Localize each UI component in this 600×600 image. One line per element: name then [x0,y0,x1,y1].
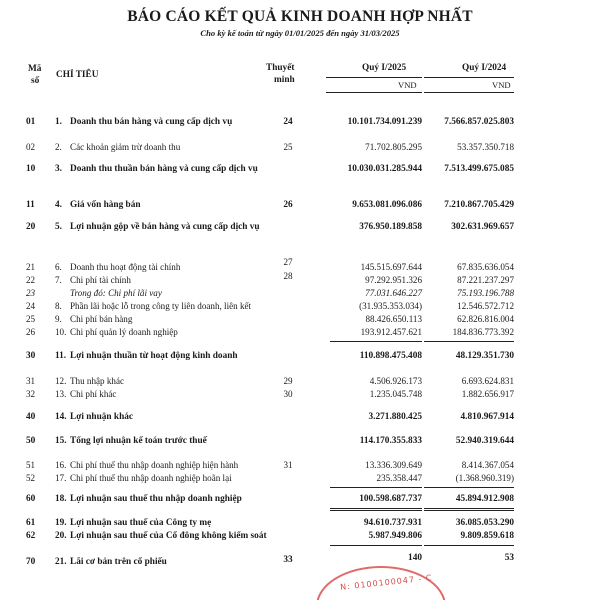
row-value-2025: 77.031.646.227 [365,288,422,298]
col-note-label-1: Thuyết [266,63,295,73]
row-code: 02 [26,142,36,152]
col-code-label-2: số [31,76,40,86]
report-subtitle: Cho kỳ kế toán từ ngày 01/01/2025 đến ngày 31/03/2025 [200,28,400,38]
net-profit-double-rule-2024-b [424,510,514,511]
row-name: Lợi nhuận sau thuế thu nhập doanh nghiệp [70,494,242,504]
row-value-2025: (31.935.353.034) [359,301,422,311]
header-underline-2024 [424,77,514,78]
row-name: Tổng lợi nhuận kế toán trước thuế [70,436,207,446]
row-value-2025: 145.515.697.644 [360,262,422,272]
row-value-2025: 235.358.447 [376,473,422,483]
row-code: 21 [26,262,36,272]
table-row [0,200,600,213]
row-number: 10. [55,327,67,337]
row-number: 19. [55,518,67,528]
net-profit-double-rule-2025-b [330,510,422,511]
row-code: 52 [26,473,36,483]
table-row [0,436,600,449]
row-number: 14. [55,412,67,422]
row-value-2024: 7.566.857.025.803 [444,117,514,127]
row-number: 6. [55,262,62,272]
row-name: Lãi cơ bản trên cổ phiếu [70,557,167,567]
report-title: BÁO CÁO KẾT QUẢ KINH DOANH HỢP NHẤT [127,8,473,25]
row-code: 22 [26,275,36,285]
table-row [0,222,600,235]
row-code: 11 [26,200,35,210]
row-value-2024: 9.809.859.618 [460,531,514,541]
row-number: 4. [55,200,62,210]
row-code: 01 [26,117,36,127]
row-name: Chi phí tài chính [70,275,131,285]
row-value-2025: 5.987.949.806 [368,531,422,541]
row-note: 26 [283,200,293,210]
row-value-2024: 184.836.773.392 [452,327,514,337]
row-value-2024: 75.193.196.788 [457,288,514,298]
row-number: 5. [55,222,62,232]
row-value-2025: 10.030.031.285.944 [347,164,422,174]
row-name: Lợi nhuận gộp về bán hàng và cung cấp dịch vụ [70,222,260,232]
row-code: 10 [26,164,36,174]
row-name: Chi phí thuế thu nhập doanh nghiệp hoãn lại [70,473,232,483]
row-value-2024: 52.940.319.644 [455,436,514,446]
row-value-2025: 193.912.457.621 [360,327,422,337]
row-value-2024: 36.085.053.290 [455,518,514,528]
row-code: 50 [26,436,36,446]
col-code-label-1: Mã [28,64,42,74]
row-number: 7. [55,275,62,285]
row-value-2024: 6.693.624.831 [461,376,514,386]
table-row [0,494,600,507]
row-code: 31 [26,376,36,386]
table-row [0,327,600,340]
row-value-2024: 7.513.499.675.085 [444,164,514,174]
row-code: 24 [26,301,36,311]
row-value-2025: 110.898.475.408 [359,351,422,361]
col-unit-2025: VND [398,80,417,90]
net-profit-top-rule-2024 [424,487,514,488]
row-value-2025: 88.426.650.113 [365,314,422,324]
subtotal-rule-2024 [424,341,514,342]
row-name: Doanh thu bán hàng và cung cấp dịch vụ [70,117,233,127]
row-value-2025: 97.292.951.326 [365,275,422,285]
row-number: 21. [55,557,67,567]
row-name: Trong đó: Chi phí lãi vay [70,288,162,298]
table-row [0,288,600,301]
row-note: 30 [283,389,293,399]
row-name: Chi phí khác [70,389,117,399]
row-number: 2. [55,142,62,152]
row-value-2025: 94.610.737.931 [363,518,422,528]
table-row [0,389,600,402]
row-name: Chi phí thuế thu nhập doanh nghiệp hiện hành [70,460,239,470]
row-number: 18. [55,494,67,504]
table-row [0,460,600,473]
row-name: Doanh thu thuần bán hàng và cung cấp dịch vụ [70,164,258,174]
row-name: Lợi nhuận sau thuế của Cổ đông không kiểm soát [70,531,267,541]
row-name: Lợi nhuận sau thuế của Công ty mẹ [70,518,212,528]
row-value-2024: 53 [504,553,514,563]
col-note-label-2: minh [274,75,295,85]
row-note: 24 [283,117,293,127]
row-name: Thu nhập khác [70,376,125,386]
row-value-2024: 302.631.969.657 [451,222,514,232]
row-code: 30 [26,351,36,361]
row-value-2025: 3.271.880.425 [368,412,422,422]
row-number: 12. [55,376,67,386]
row-code: 61 [26,518,36,528]
row-note: 33 [283,555,293,565]
row-code: 70 [26,557,36,567]
net-profit-double-rule-2025-a [330,508,422,509]
row-code: 60 [26,494,36,504]
row-value-2024: 12.546.572.712 [457,301,514,311]
table-row [0,518,600,531]
row-number: 16. [55,460,67,470]
row-note: 31 [283,460,293,470]
row-number: 20. [55,531,67,541]
row-number: 1. [55,117,62,127]
row-note: 27 [283,257,293,267]
table-row [0,351,600,364]
table-row [0,531,600,544]
row-value-2025: 10.101.734.091.239 [347,117,422,127]
row-value-2025: 9.653.081.096.086 [352,200,422,210]
row-value-2024: 4.810.967.914 [460,412,514,422]
minority-rule-2025 [330,545,422,546]
col-unit-2024: VND [492,80,511,90]
row-number: 11. [55,351,67,361]
row-name: Giá vốn hàng bán [70,200,141,210]
row-value-2024: 1.882.656.917 [461,389,514,399]
table-row [0,271,600,288]
row-number: 9. [55,314,62,324]
row-number: 13. [55,389,67,399]
table-row [0,301,600,314]
table-row [0,376,600,389]
col-q2024-label: Quý I/2024 [462,63,507,73]
row-name: Chi phí quản lý doanh nghiệp [70,327,178,337]
row-value-2025: 4.506.926.173 [369,376,422,386]
row-value-2025: 100.598.687.737 [359,494,422,504]
row-code: 62 [26,531,36,541]
col-item-label: CHỈ TIÊU [56,70,99,80]
row-value-2025: 114.170.355.833 [359,436,422,446]
table-row [0,412,600,425]
row-value-2025: 71.702.805.295 [365,142,422,152]
table-row [0,553,600,570]
row-number: 3. [55,164,62,174]
company-stamp-text: N: 0100100047 - C [339,573,433,592]
row-name: Lợi nhuận khác [70,412,134,422]
row-number: 8. [55,301,62,311]
row-code: 40 [26,412,36,422]
row-value-2024: 53.357.350.718 [457,142,514,152]
row-code: 25 [26,314,36,324]
row-name: Các khoản giảm trừ doanh thu [70,142,181,152]
row-note: 29 [283,376,293,386]
col-q2025-label: Quý I/2025 [362,63,407,73]
row-value-2024: 48.129.351.730 [455,351,514,361]
row-value-2024: 67.835.636.054 [457,262,514,272]
row-code: 26 [26,327,36,337]
row-name: Chi phí bán hàng [70,314,133,324]
row-value-2024: (1.368.960.319) [455,473,514,483]
row-code: 23 [26,288,36,298]
net-profit-double-rule-2024-a [424,508,514,509]
row-value-2025: 140 [408,553,422,563]
row-code: 51 [26,460,36,470]
row-number: 17. [55,473,67,483]
row-name: Phần lãi hoặc lỗ trong công ty liên doanh, liên kết [70,301,252,311]
header-underline-2025 [326,77,422,78]
header-bottom-rule-2025 [326,92,422,93]
subtotal-rule-2025 [330,341,422,342]
row-value-2025: 376.950.189.858 [359,222,422,232]
row-value-2024: 7.210.867.705.429 [444,200,514,210]
row-note: 28 [283,271,293,281]
row-value-2024: 45.894.912.908 [455,494,514,504]
row-number: 15. [55,436,67,446]
row-value-2024: 62.826.816.004 [457,314,514,324]
row-value-2025: 13.336.309.649 [365,460,422,470]
row-name: Doanh thu hoạt động tài chính [70,262,181,272]
row-name: Lợi nhuận thuần từ hoạt động kinh doanh [70,351,238,361]
table-row [0,117,600,130]
row-value-2025: 1.235.045.748 [369,389,422,399]
table-row [0,473,600,486]
header-bottom-rule-2024 [424,92,514,93]
row-value-2024: 8.414.367.054 [461,460,514,470]
row-code: 32 [26,389,36,399]
net-profit-top-rule-2025 [330,487,422,488]
table-row [0,142,600,155]
row-value-2024: 87.221.237.297 [457,275,514,285]
row-code: 20 [26,222,36,232]
table-row [0,314,600,327]
table-row [0,164,600,177]
minority-rule-2024 [424,545,514,546]
row-note: 25 [283,142,293,152]
